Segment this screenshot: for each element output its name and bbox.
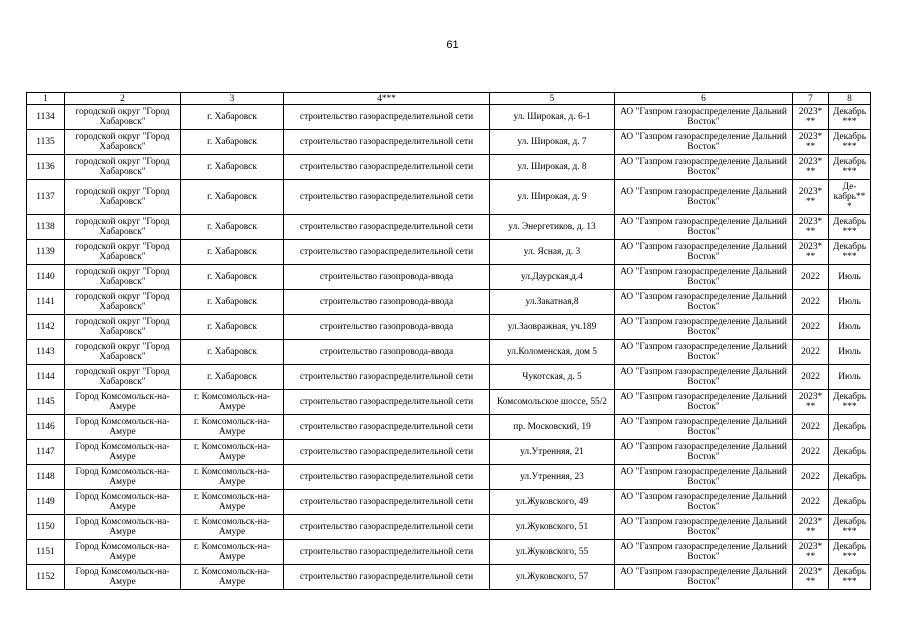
address-cell: ул.Жуковского, 55 — [490, 540, 615, 565]
address-cell: ул.Заовражная, уч.189 — [490, 315, 615, 340]
month-cell: Июль — [829, 365, 871, 390]
organization-cell: АО "Газпром газораспределение Дальний Восток" — [615, 540, 793, 565]
row-number-cell: 1138 — [27, 215, 65, 240]
month-cell: Декабрь — [829, 490, 871, 515]
year-cell: 2023* ** — [793, 390, 829, 415]
settlement-cell: г. Комсомольск-на-Амуре — [181, 390, 284, 415]
municipality-cell: городской округ "Город Хабаровск" — [65, 265, 181, 290]
row-number-cell: 1135 — [27, 130, 65, 155]
year-cell: 2023* ** — [793, 180, 829, 215]
table-row — [27, 290, 871, 315]
organization-cell: АО "Газпром газораспределение Дальний Восток" — [615, 105, 793, 130]
year-cell: 2022 — [793, 340, 829, 365]
work-type-cell: строительство газопровода-ввода — [284, 290, 490, 315]
month-cell: Июль — [829, 265, 871, 290]
month-cell: Де- кабрь** * — [829, 180, 871, 215]
work-type-cell: строительство газораспределительной сети — [284, 365, 490, 390]
work-type-cell: строительство газораспределительной сети — [284, 105, 490, 130]
row-number-cell: 1134 — [27, 105, 65, 130]
settlement-cell: г. Хабаровск — [181, 365, 284, 390]
organization-cell: АО "Газпром газораспределение Дальний Восток" — [615, 180, 793, 215]
municipality-cell: Город Комсомольск-на-Амуре — [65, 565, 181, 590]
municipality-cell: городской округ "Город Хабаровск" — [65, 240, 181, 265]
municipality-cell: городской округ "Город Хабаровск" — [65, 340, 181, 365]
settlement-cell: г. Хабаровск — [181, 180, 284, 215]
table-row — [27, 540, 871, 565]
organization-cell: АО "Газпром газораспределение Дальний Восток" — [615, 290, 793, 315]
row-number-cell: 1151 — [27, 540, 65, 565]
row-number-cell: 1145 — [27, 390, 65, 415]
year-cell: 2023* ** — [793, 515, 829, 540]
month-cell: Декабрь *** — [829, 155, 871, 180]
month-cell: Декабрь — [829, 440, 871, 465]
month-cell: Декабрь *** — [829, 130, 871, 155]
table-row — [27, 315, 871, 340]
work-type-cell: строительство газораспределительной сети — [284, 390, 490, 415]
work-type-cell: строительство газораспределительной сети — [284, 565, 490, 590]
municipality-cell: городской округ "Город Хабаровск" — [65, 180, 181, 215]
municipality-cell: городской округ "Город Хабаровск" — [65, 290, 181, 315]
address-cell: ул. Широкая, д. 6-1 — [490, 105, 615, 130]
address-cell: ул.Жуковского, 51 — [490, 515, 615, 540]
table-header-cell: 2 — [65, 93, 181, 105]
settlement-cell: г. Хабаровск — [181, 215, 284, 240]
row-number-cell: 1137 — [27, 180, 65, 215]
address-cell: ул.Утренняя, 21 — [490, 440, 615, 465]
work-type-cell: строительство газораспределительной сети — [284, 130, 490, 155]
year-cell: 2023* ** — [793, 155, 829, 180]
settlement-cell: г. Комсомольск-на-Амуре — [181, 440, 284, 465]
row-number-cell: 1144 — [27, 365, 65, 390]
organization-cell: АО "Газпром газораспределение Дальний Восток" — [615, 390, 793, 415]
municipality-cell: Город Комсомольск-на-Амуре — [65, 465, 181, 490]
year-cell: 2023* ** — [793, 130, 829, 155]
settlement-cell: г. Комсомольск-на-Амуре — [181, 515, 284, 540]
settlement-cell: г. Хабаровск — [181, 130, 284, 155]
table-row — [27, 215, 871, 240]
table-row — [27, 515, 871, 540]
year-cell: 2022 — [793, 365, 829, 390]
settlement-cell: г. Хабаровск — [181, 240, 284, 265]
year-cell: 2023* ** — [793, 215, 829, 240]
table-row — [27, 265, 871, 290]
year-cell: 2022 — [793, 490, 829, 515]
municipality-cell: Город Комсомольск-на-Амуре — [65, 440, 181, 465]
year-cell: 2022 — [793, 315, 829, 340]
work-type-cell: строительство газораспределительной сети — [284, 440, 490, 465]
table-header-cell: 1 — [27, 93, 65, 105]
organization-cell: АО "Газпром газораспределение Дальний Восток" — [615, 265, 793, 290]
organization-cell: АО "Газпром газораспределение Дальний Восток" — [615, 215, 793, 240]
settlement-cell: г. Хабаровск — [181, 105, 284, 130]
table-header-cell: 8 — [829, 93, 871, 105]
settlement-cell: г. Комсомольск-на-Амуре — [181, 490, 284, 515]
organization-cell: АО "Газпром газораспределение Дальний Восток" — [615, 365, 793, 390]
municipality-cell: городской округ "Город Хабаровск" — [65, 365, 181, 390]
municipality-cell: городской округ "Город Хабаровск" — [65, 105, 181, 130]
table-header-cell: 6 — [615, 93, 793, 105]
table-row — [27, 565, 871, 590]
month-cell: Декабрь — [829, 465, 871, 490]
settlement-cell: г. Хабаровск — [181, 290, 284, 315]
organization-cell: АО "Газпром газораспределение Дальний Восток" — [615, 465, 793, 490]
address-cell: ул. Широкая, д. 7 — [490, 130, 615, 155]
table-header-cell: 5 — [490, 93, 615, 105]
work-type-cell: строительство газопровода-ввода — [284, 340, 490, 365]
row-number-cell: 1147 — [27, 440, 65, 465]
address-cell: Чукотская, д. 5 — [490, 365, 615, 390]
organization-cell: АО "Газпром газораспределение Дальний Восток" — [615, 240, 793, 265]
table-header-cell: 7 — [793, 93, 829, 105]
table-row — [27, 105, 871, 130]
organization-cell: АО "Газпром газораспределение Дальний Восток" — [615, 490, 793, 515]
address-cell: ул. Энергетиков, д. 13 — [490, 215, 615, 240]
month-cell: Июль — [829, 290, 871, 315]
row-number-cell: 1152 — [27, 565, 65, 590]
organization-cell: АО "Газпром газораспределение Дальний Восток" — [615, 155, 793, 180]
month-cell: Июль — [829, 315, 871, 340]
address-cell: ул.Даурская,д.4 — [490, 265, 615, 290]
row-number-cell: 1139 — [27, 240, 65, 265]
address-cell: ул.Коломенская, дом 5 — [490, 340, 615, 365]
month-cell: Декабрь *** — [829, 540, 871, 565]
settlement-cell: г. Комсомольск-на-Амуре — [181, 565, 284, 590]
table-row — [27, 155, 871, 180]
year-cell: 2023* ** — [793, 105, 829, 130]
work-type-cell: строительство газораспределительной сети — [284, 515, 490, 540]
settlement-cell: г. Хабаровск — [181, 155, 284, 180]
table-row — [27, 390, 871, 415]
table-row — [27, 240, 871, 265]
settlement-cell: г. Хабаровск — [181, 265, 284, 290]
address-cell: ул. Широкая, д. 9 — [490, 180, 615, 215]
address-cell: ул.Закатная,8 — [490, 290, 615, 315]
organization-cell: АО "Газпром газораспределение Дальний Восток" — [615, 440, 793, 465]
address-cell: ул. Широкая, д. 8 — [490, 155, 615, 180]
settlement-cell: г. Хабаровск — [181, 315, 284, 340]
settlement-cell: г. Хабаровск — [181, 340, 284, 365]
municipality-cell: городской округ "Город Хабаровск" — [65, 215, 181, 240]
organization-cell: АО "Газпром газораспределение Дальний Восток" — [615, 565, 793, 590]
year-cell: 2022 — [793, 415, 829, 440]
month-cell: Декабрь — [829, 415, 871, 440]
table-header-cell: 4*** — [284, 93, 490, 105]
table-row — [27, 465, 871, 490]
work-type-cell: строительство газораспределительной сети — [284, 180, 490, 215]
settlement-cell: г. Комсомольск-на-Амуре — [181, 540, 284, 565]
row-number-cell: 1136 — [27, 155, 65, 180]
municipality-cell: Город Комсомольск-на-Амуре — [65, 390, 181, 415]
year-cell: 2023* ** — [793, 565, 829, 590]
month-cell: Декабрь *** — [829, 390, 871, 415]
row-number-cell: 1141 — [27, 290, 65, 315]
work-type-cell: строительство газораспределительной сети — [284, 415, 490, 440]
page-number: 61 — [446, 39, 459, 51]
year-cell: 2023* ** — [793, 240, 829, 265]
address-cell: ул.Жуковского, 49 — [490, 490, 615, 515]
organization-cell: АО "Газпром газораспределение Дальний Восток" — [615, 515, 793, 540]
work-type-cell: строительство газораспределительной сети — [284, 540, 490, 565]
address-cell: ул.Жуковского, 57 — [490, 565, 615, 590]
year-cell: 2022 — [793, 465, 829, 490]
year-cell: 2022 — [793, 290, 829, 315]
address-cell: ул. Ясная, д. 3 — [490, 240, 615, 265]
municipality-cell: городской округ "Город Хабаровск" — [65, 155, 181, 180]
row-number-cell: 1149 — [27, 490, 65, 515]
row-number-cell: 1150 — [27, 515, 65, 540]
table-row — [27, 340, 871, 365]
year-cell: 2022 — [793, 440, 829, 465]
organization-cell: АО "Газпром газораспределение Дальний Восток" — [615, 340, 793, 365]
table-row — [27, 130, 871, 155]
month-cell: Июль — [829, 340, 871, 365]
row-number-cell: 1143 — [27, 340, 65, 365]
organization-cell: АО "Газпром газораспределение Дальний Восток" — [615, 415, 793, 440]
work-type-cell: строительство газораспределительной сети — [284, 215, 490, 240]
table-header-cell: 3 — [181, 93, 284, 105]
municipality-cell: городской округ "Город Хабаровск" — [65, 315, 181, 340]
row-number-cell: 1146 — [27, 415, 65, 440]
row-number-cell: 1142 — [27, 315, 65, 340]
month-cell: Декабрь *** — [829, 565, 871, 590]
work-type-cell: строительство газопровода-ввода — [284, 315, 490, 340]
year-cell: 2023* ** — [793, 540, 829, 565]
row-number-cell: 1148 — [27, 465, 65, 490]
organization-cell: АО "Газпром газораспределение Дальний Восток" — [615, 130, 793, 155]
organization-cell: АО "Газпром газораспределение Дальний Восток" — [615, 315, 793, 340]
municipality-cell: городской округ "Город Хабаровск" — [65, 130, 181, 155]
month-cell: Декабрь *** — [829, 105, 871, 130]
address-cell: пр. Московский, 19 — [490, 415, 615, 440]
table-row — [27, 415, 871, 440]
settlement-cell: г. Комсомольск-на-Амуре — [181, 465, 284, 490]
month-cell: Декабрь *** — [829, 215, 871, 240]
address-cell: Комсомольское шоссе, 55/2 — [490, 390, 615, 415]
municipality-cell: Город Комсомольск-на-Амуре — [65, 490, 181, 515]
work-type-cell: строительство газораспределительной сети — [284, 465, 490, 490]
month-cell: Декабрь *** — [829, 240, 871, 265]
municipality-cell: Город Комсомольск-на-Амуре — [65, 540, 181, 565]
year-cell: 2022 — [793, 265, 829, 290]
table-header-row — [27, 93, 871, 105]
data-table — [26, 92, 871, 590]
work-type-cell: строительство газопровода-ввода — [284, 265, 490, 290]
work-type-cell: строительство газораспределительной сети — [284, 155, 490, 180]
work-type-cell: строительство газораспределительной сети — [284, 490, 490, 515]
municipality-cell: Город Комсомольск-на-Амуре — [65, 515, 181, 540]
table-row — [27, 440, 871, 465]
table-row — [27, 490, 871, 515]
row-number-cell: 1140 — [27, 265, 65, 290]
address-cell: ул.Утренняя, 23 — [490, 465, 615, 490]
table-row — [27, 365, 871, 390]
settlement-cell: г. Комсомольск-на-Амуре — [181, 415, 284, 440]
month-cell: Декабрь *** — [829, 515, 871, 540]
work-type-cell: строительство газораспределительной сети — [284, 240, 490, 265]
table-row — [27, 180, 871, 215]
municipality-cell: Город Комсомольск-на-Амуре — [65, 415, 181, 440]
